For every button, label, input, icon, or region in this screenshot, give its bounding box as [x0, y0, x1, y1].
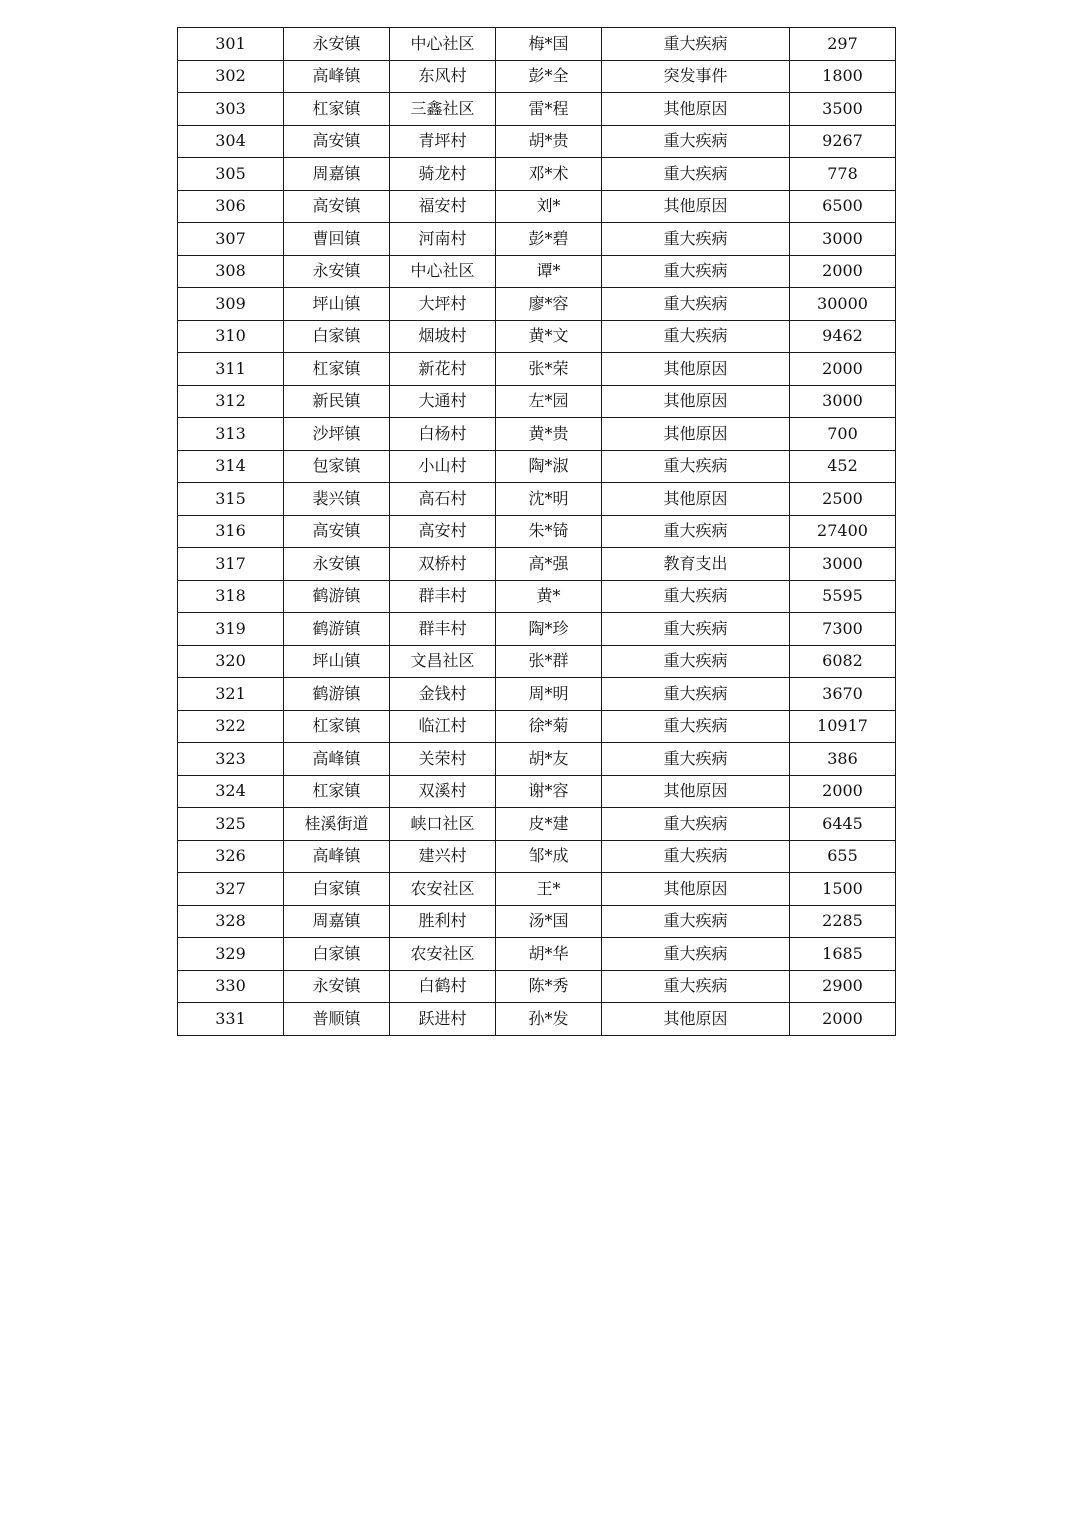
row-number-cell: 307	[178, 223, 284, 256]
row-number-cell: 330	[178, 970, 284, 1003]
village-cell: 峡口社区	[390, 808, 496, 841]
name-cell: 邹*成	[496, 840, 602, 873]
assistance-records-table	[177, 27, 896, 1036]
amount-cell: 452	[790, 450, 896, 483]
town-cell: 沙坪镇	[284, 418, 390, 451]
name-cell: 陶*淑	[496, 450, 602, 483]
amount-cell: 778	[790, 158, 896, 191]
amount-cell: 3000	[790, 548, 896, 581]
name-cell: 朱*锜	[496, 515, 602, 548]
row-number-cell: 327	[178, 873, 284, 906]
amount-cell: 30000	[790, 288, 896, 321]
reason-cell: 教育支出	[602, 548, 790, 581]
village-cell: 双桥村	[390, 548, 496, 581]
town-cell: 杠家镇	[284, 775, 390, 808]
row-number-cell: 316	[178, 515, 284, 548]
town-cell: 高峰镇	[284, 60, 390, 93]
table-row	[178, 483, 896, 516]
town-cell: 永安镇	[284, 28, 390, 61]
row-number-cell: 309	[178, 288, 284, 321]
table-row	[178, 190, 896, 223]
village-cell: 双溪村	[390, 775, 496, 808]
village-cell: 东风村	[390, 60, 496, 93]
town-cell: 高安镇	[284, 125, 390, 158]
amount-cell: 9267	[790, 125, 896, 158]
village-cell: 胜利村	[390, 905, 496, 938]
amount-cell: 3670	[790, 678, 896, 711]
town-cell: 白家镇	[284, 873, 390, 906]
reason-cell: 重大疾病	[602, 613, 790, 646]
town-cell: 周嘉镇	[284, 158, 390, 191]
village-cell: 新花村	[390, 353, 496, 386]
row-number-cell: 310	[178, 320, 284, 353]
town-cell: 包家镇	[284, 450, 390, 483]
name-cell: 刘*	[496, 190, 602, 223]
row-number-cell: 314	[178, 450, 284, 483]
table-row	[178, 385, 896, 418]
amount-cell: 6445	[790, 808, 896, 841]
village-cell: 白鹤村	[390, 970, 496, 1003]
village-cell: 高石村	[390, 483, 496, 516]
reason-cell: 突发事件	[602, 60, 790, 93]
name-cell: 皮*建	[496, 808, 602, 841]
amount-cell: 297	[790, 28, 896, 61]
village-cell: 建兴村	[390, 840, 496, 873]
table-row	[178, 60, 896, 93]
amount-cell: 1500	[790, 873, 896, 906]
row-number-cell: 320	[178, 645, 284, 678]
table-row	[178, 125, 896, 158]
table-row	[178, 743, 896, 776]
village-cell: 关荣村	[390, 743, 496, 776]
table-row	[178, 255, 896, 288]
row-number-cell: 317	[178, 548, 284, 581]
amount-cell: 6500	[790, 190, 896, 223]
amount-cell: 2000	[790, 353, 896, 386]
village-cell: 大通村	[390, 385, 496, 418]
town-cell: 裴兴镇	[284, 483, 390, 516]
table-row	[178, 548, 896, 581]
name-cell: 黄*贵	[496, 418, 602, 451]
reason-cell: 重大疾病	[602, 158, 790, 191]
row-number-cell: 313	[178, 418, 284, 451]
reason-cell: 重大疾病	[602, 450, 790, 483]
table-row	[178, 288, 896, 321]
amount-cell: 2000	[790, 1003, 896, 1036]
amount-cell: 1800	[790, 60, 896, 93]
village-cell: 大坪村	[390, 288, 496, 321]
town-cell: 高峰镇	[284, 840, 390, 873]
table-row	[178, 1003, 896, 1036]
town-cell: 高安镇	[284, 515, 390, 548]
reason-cell: 重大疾病	[602, 28, 790, 61]
name-cell: 左*园	[496, 385, 602, 418]
row-number-cell: 312	[178, 385, 284, 418]
name-cell: 王*	[496, 873, 602, 906]
town-cell: 鹤游镇	[284, 613, 390, 646]
row-number-cell: 324	[178, 775, 284, 808]
table-row	[178, 613, 896, 646]
table-row	[178, 678, 896, 711]
name-cell: 周*明	[496, 678, 602, 711]
village-cell: 农安社区	[390, 873, 496, 906]
row-number-cell: 319	[178, 613, 284, 646]
reason-cell: 其他原因	[602, 385, 790, 418]
reason-cell: 重大疾病	[602, 710, 790, 743]
reason-cell: 其他原因	[602, 1003, 790, 1036]
village-cell: 群丰村	[390, 613, 496, 646]
amount-cell: 655	[790, 840, 896, 873]
reason-cell: 重大疾病	[602, 223, 790, 256]
village-cell: 三鑫社区	[390, 93, 496, 126]
name-cell: 张*荣	[496, 353, 602, 386]
amount-cell: 1685	[790, 938, 896, 971]
table-row	[178, 710, 896, 743]
table-row	[178, 580, 896, 613]
reason-cell: 重大疾病	[602, 515, 790, 548]
amount-cell: 2000	[790, 775, 896, 808]
table-row	[178, 320, 896, 353]
reason-cell: 其他原因	[602, 190, 790, 223]
table-row	[178, 450, 896, 483]
town-cell: 永安镇	[284, 548, 390, 581]
table-row	[178, 775, 896, 808]
amount-cell: 386	[790, 743, 896, 776]
reason-cell: 重大疾病	[602, 580, 790, 613]
reason-cell: 其他原因	[602, 775, 790, 808]
row-number-cell: 305	[178, 158, 284, 191]
row-number-cell: 325	[178, 808, 284, 841]
table-row	[178, 905, 896, 938]
name-cell: 张*群	[496, 645, 602, 678]
amount-cell: 9462	[790, 320, 896, 353]
table-row	[178, 93, 896, 126]
row-number-cell: 304	[178, 125, 284, 158]
amount-cell: 2500	[790, 483, 896, 516]
village-cell: 骑龙村	[390, 158, 496, 191]
village-cell: 中心社区	[390, 28, 496, 61]
row-number-cell: 331	[178, 1003, 284, 1036]
row-number-cell: 318	[178, 580, 284, 613]
town-cell: 桂溪街道	[284, 808, 390, 841]
village-cell: 跃进村	[390, 1003, 496, 1036]
village-cell: 金钱村	[390, 678, 496, 711]
reason-cell: 重大疾病	[602, 645, 790, 678]
amount-cell: 2900	[790, 970, 896, 1003]
town-cell: 曹回镇	[284, 223, 390, 256]
name-cell: 雷*程	[496, 93, 602, 126]
village-cell: 高安村	[390, 515, 496, 548]
amount-cell: 3000	[790, 385, 896, 418]
reason-cell: 重大疾病	[602, 125, 790, 158]
reason-cell: 重大疾病	[602, 905, 790, 938]
name-cell: 彭*全	[496, 60, 602, 93]
reason-cell: 其他原因	[602, 873, 790, 906]
amount-cell: 2285	[790, 905, 896, 938]
table-row	[178, 418, 896, 451]
village-cell: 农安社区	[390, 938, 496, 971]
table-row	[178, 840, 896, 873]
amount-cell: 3500	[790, 93, 896, 126]
village-cell: 群丰村	[390, 580, 496, 613]
name-cell: 彭*碧	[496, 223, 602, 256]
name-cell: 邓*术	[496, 158, 602, 191]
amount-cell: 700	[790, 418, 896, 451]
row-number-cell: 311	[178, 353, 284, 386]
reason-cell: 重大疾病	[602, 970, 790, 1003]
reason-cell: 其他原因	[602, 353, 790, 386]
row-number-cell: 303	[178, 93, 284, 126]
village-cell: 临江村	[390, 710, 496, 743]
row-number-cell: 306	[178, 190, 284, 223]
reason-cell: 重大疾病	[602, 743, 790, 776]
table-row	[178, 28, 896, 61]
town-cell: 普顺镇	[284, 1003, 390, 1036]
name-cell: 徐*菊	[496, 710, 602, 743]
amount-cell: 7300	[790, 613, 896, 646]
name-cell: 胡*贵	[496, 125, 602, 158]
town-cell: 鹤游镇	[284, 678, 390, 711]
reason-cell: 重大疾病	[602, 840, 790, 873]
village-cell: 烟坡村	[390, 320, 496, 353]
reason-cell: 重大疾病	[602, 678, 790, 711]
amount-cell: 5595	[790, 580, 896, 613]
name-cell: 沈*明	[496, 483, 602, 516]
name-cell: 谢*容	[496, 775, 602, 808]
name-cell: 黄*文	[496, 320, 602, 353]
table-row	[178, 353, 896, 386]
name-cell: 胡*华	[496, 938, 602, 971]
row-number-cell: 329	[178, 938, 284, 971]
name-cell: 谭*	[496, 255, 602, 288]
amount-cell: 6082	[790, 645, 896, 678]
records-table-body	[178, 28, 896, 1036]
row-number-cell: 326	[178, 840, 284, 873]
reason-cell: 重大疾病	[602, 288, 790, 321]
reason-cell: 重大疾病	[602, 320, 790, 353]
town-cell: 杠家镇	[284, 710, 390, 743]
village-cell: 河南村	[390, 223, 496, 256]
town-cell: 杠家镇	[284, 93, 390, 126]
row-number-cell: 302	[178, 60, 284, 93]
name-cell: 陶*珍	[496, 613, 602, 646]
town-cell: 白家镇	[284, 320, 390, 353]
reason-cell: 重大疾病	[602, 808, 790, 841]
row-number-cell: 315	[178, 483, 284, 516]
village-cell: 白杨村	[390, 418, 496, 451]
name-cell: 汤*国	[496, 905, 602, 938]
town-cell: 鹤游镇	[284, 580, 390, 613]
name-cell: 胡*友	[496, 743, 602, 776]
table-row	[178, 223, 896, 256]
town-cell: 新民镇	[284, 385, 390, 418]
table-row	[178, 873, 896, 906]
table-row	[178, 970, 896, 1003]
village-cell: 中心社区	[390, 255, 496, 288]
table-row	[178, 645, 896, 678]
village-cell: 小山村	[390, 450, 496, 483]
amount-cell: 10917	[790, 710, 896, 743]
reason-cell: 其他原因	[602, 483, 790, 516]
town-cell: 白家镇	[284, 938, 390, 971]
table-row	[178, 515, 896, 548]
amount-cell: 27400	[790, 515, 896, 548]
amount-cell: 2000	[790, 255, 896, 288]
name-cell: 黄*	[496, 580, 602, 613]
town-cell: 杠家镇	[284, 353, 390, 386]
table-row	[178, 938, 896, 971]
name-cell: 梅*国	[496, 28, 602, 61]
reason-cell: 重大疾病	[602, 938, 790, 971]
town-cell: 周嘉镇	[284, 905, 390, 938]
row-number-cell: 322	[178, 710, 284, 743]
town-cell: 永安镇	[284, 255, 390, 288]
town-cell: 坪山镇	[284, 645, 390, 678]
town-cell: 高安镇	[284, 190, 390, 223]
reason-cell: 其他原因	[602, 418, 790, 451]
village-cell: 文昌社区	[390, 645, 496, 678]
town-cell: 永安镇	[284, 970, 390, 1003]
reason-cell: 其他原因	[602, 93, 790, 126]
amount-cell: 3000	[790, 223, 896, 256]
name-cell: 陈*秀	[496, 970, 602, 1003]
row-number-cell: 323	[178, 743, 284, 776]
reason-cell: 重大疾病	[602, 255, 790, 288]
town-cell: 高峰镇	[284, 743, 390, 776]
name-cell: 廖*容	[496, 288, 602, 321]
row-number-cell: 308	[178, 255, 284, 288]
name-cell: 孙*发	[496, 1003, 602, 1036]
row-number-cell: 321	[178, 678, 284, 711]
village-cell: 青坪村	[390, 125, 496, 158]
row-number-cell: 301	[178, 28, 284, 61]
table-row	[178, 158, 896, 191]
town-cell: 坪山镇	[284, 288, 390, 321]
table-row	[178, 808, 896, 841]
name-cell: 高*强	[496, 548, 602, 581]
row-number-cell: 328	[178, 905, 284, 938]
village-cell: 福安村	[390, 190, 496, 223]
